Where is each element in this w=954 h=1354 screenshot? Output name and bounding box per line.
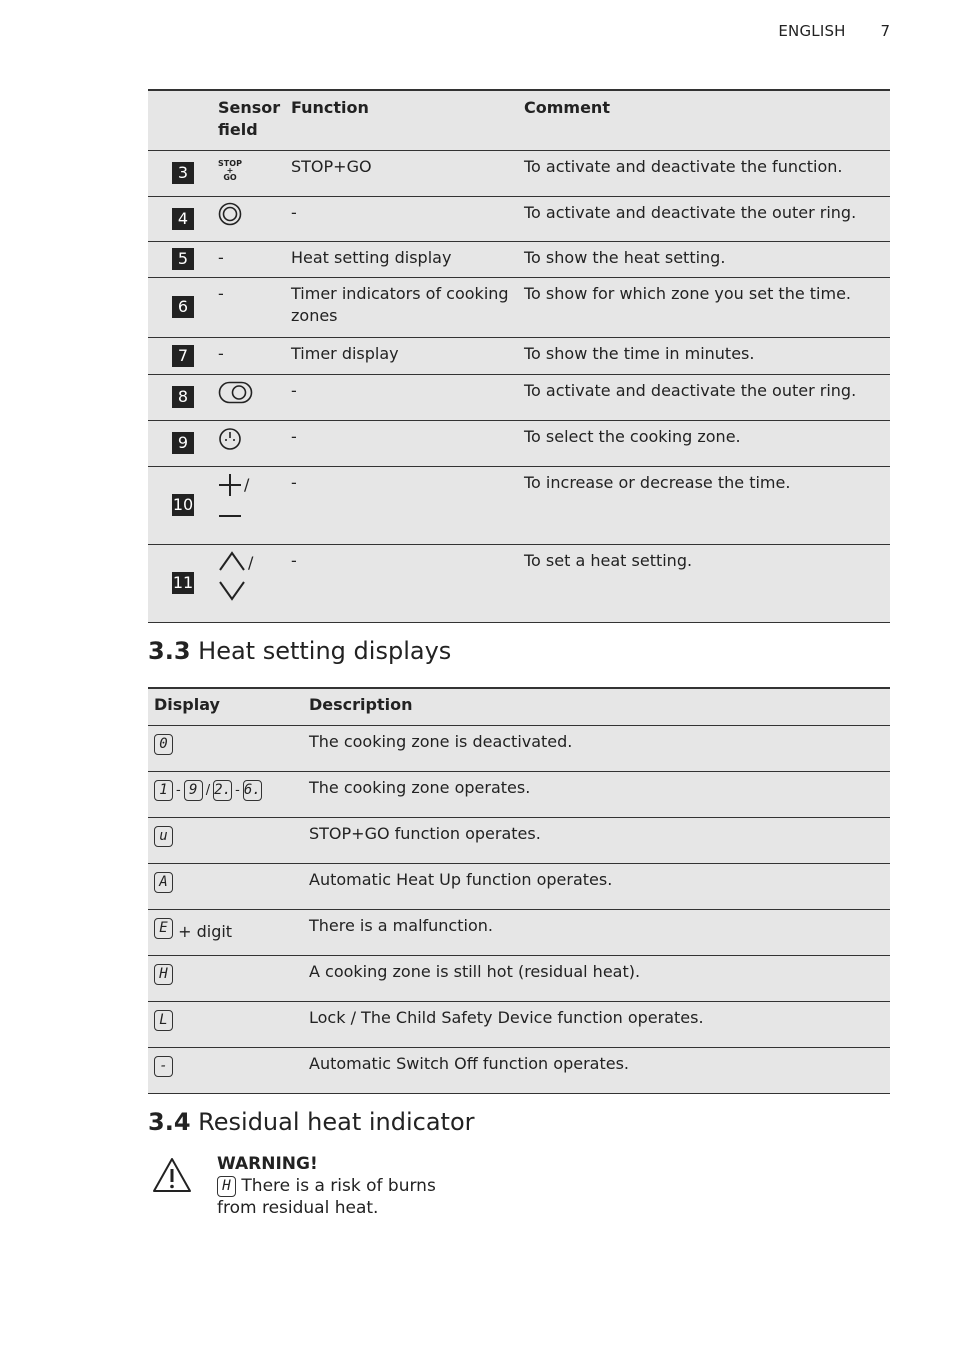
page-number: 7 (880, 22, 890, 40)
sensor-column-header: Sensor field (218, 90, 291, 150)
sensor-cell: - (218, 241, 291, 277)
number-column-header (148, 90, 218, 150)
sensor-separator: / (244, 474, 250, 494)
comment-cell: To set a heat setting. (524, 544, 890, 622)
row-number-badge: 7 (172, 345, 194, 367)
display-symbol: 1 (154, 780, 173, 801)
table-row (148, 817, 890, 863)
range-slash: / (205, 782, 211, 798)
sensor-field-table (148, 89, 890, 623)
function-cell: - (291, 466, 524, 544)
table-row (148, 771, 890, 817)
display-symbol: L (154, 1010, 173, 1031)
description-cell: Automatic Switch Off function operates. (303, 1047, 890, 1093)
row-number-badge: 3 (172, 162, 194, 184)
section-heading-3-4 (148, 1108, 475, 1136)
row-number-badge: 4 (172, 208, 194, 230)
comment-cell: To show the heat setting. (524, 241, 890, 277)
description-cell: Automatic Heat Up function operates. (303, 863, 890, 909)
row-number-badge: 9 (172, 432, 194, 454)
table-row (148, 420, 890, 466)
language-label: ENGLISH (778, 22, 846, 40)
table-row (148, 955, 890, 1001)
sensor-separator: / (248, 552, 254, 572)
row-number-badge: 5 (172, 248, 194, 270)
stop-go-icon (218, 157, 244, 185)
description-cell: The cooking zone is deactivated. (303, 725, 890, 771)
table-row (148, 1001, 890, 1047)
warning-triangle-icon (152, 1157, 192, 1193)
page-header (778, 22, 890, 40)
table-row (148, 150, 890, 196)
table-row (148, 277, 890, 337)
comment-cell: To activate and deactivate the function. (524, 150, 890, 196)
description-cell: Lock / The Child Safety Device function operates. (303, 1001, 890, 1047)
table-row (148, 544, 890, 622)
function-cell: - (291, 196, 524, 241)
outer-ring-oval-icon (218, 380, 254, 406)
table-row (148, 337, 890, 374)
comment-cell: To select the cooking zone. (524, 420, 890, 466)
display-column-header: Display (148, 688, 303, 725)
description-column-header: Description (303, 688, 890, 725)
display-symbol: 2. (213, 780, 232, 801)
section-heading-3-3 (148, 637, 451, 665)
table-row (148, 725, 890, 771)
function-column-header: Function (291, 90, 524, 150)
svg-text:+: + (226, 165, 234, 175)
warning-text-line2: from residual heat. (217, 1198, 379, 1219)
plus-minus-icon (218, 472, 244, 522)
description-cell: A cooking zone is still hot (residual heat). (303, 955, 890, 1001)
table-row (148, 863, 890, 909)
display-symbol: 6. (243, 780, 262, 801)
display-symbol: - (154, 1056, 173, 1077)
function-cell: Heat setting display (291, 241, 524, 277)
warning-block (217, 1153, 436, 1219)
section-title: Residual heat indicator (198, 1108, 475, 1136)
row-number-badge: 10 (172, 495, 194, 515)
warning-text-line1: H There is a risk of burns (217, 1175, 436, 1197)
display-symbol: H (154, 964, 173, 985)
display-symbol: A (154, 872, 173, 893)
section-title: Heat setting displays (198, 637, 452, 665)
outer-ring-round-icon (218, 202, 244, 228)
range-dash: - (176, 782, 181, 798)
section-number: 3.4 (148, 1108, 191, 1136)
function-cell: - (291, 544, 524, 622)
display-symbol: 0 (154, 734, 173, 755)
warning-title: WARNING! (217, 1154, 318, 1174)
row-number-badge: 6 (172, 296, 194, 318)
function-cell: STOP+GO (291, 150, 524, 196)
zone-select-icon (218, 426, 244, 452)
svg-text:GO: GO (223, 172, 237, 182)
function-cell: Timer display (291, 337, 524, 374)
heat-setting-display-table (148, 687, 890, 1094)
sensor-cell: - (218, 337, 291, 374)
up-down-arrow-icon (218, 550, 248, 606)
description-cell: There is a malfunction. (303, 909, 890, 955)
comment-cell: To activate and deactivate the outer ring. (524, 196, 890, 241)
function-cell: - (291, 420, 524, 466)
table-row (148, 1047, 890, 1093)
description-cell: The cooking zone operates. (303, 771, 890, 817)
table-row (148, 909, 890, 955)
comment-cell: To show the time in minutes. (524, 337, 890, 374)
comment-cell: To increase or decrease the time. (524, 466, 890, 544)
row-number-badge: 11 (172, 573, 194, 593)
row-number-badge: 8 (172, 386, 194, 408)
table-row (148, 241, 890, 277)
digit-suffix: + digit (178, 921, 233, 941)
table-row (148, 466, 890, 544)
display-symbol: u (154, 826, 173, 847)
comment-cell: To show for which zone you set the time. (524, 277, 890, 337)
display-symbol: H (217, 1176, 236, 1197)
svg-text:STOP: STOP (218, 158, 242, 168)
display-symbol: 9 (184, 780, 203, 801)
table-header-row (148, 688, 890, 725)
function-cell: - (291, 374, 524, 420)
comment-column-header: Comment (524, 90, 890, 150)
description-cell: STOP+GO function operates. (303, 817, 890, 863)
function-cell: Timer indicators of cooking zones (291, 277, 524, 337)
comment-cell: To activate and deactivate the outer ring. (524, 374, 890, 420)
section-number: 3.3 (148, 637, 191, 665)
table-row (148, 374, 890, 420)
sensor-cell: - (218, 277, 291, 337)
table-header-row (148, 90, 890, 150)
range-dash: - (235, 782, 240, 798)
display-symbol: E (154, 918, 173, 939)
table-row (148, 196, 890, 241)
